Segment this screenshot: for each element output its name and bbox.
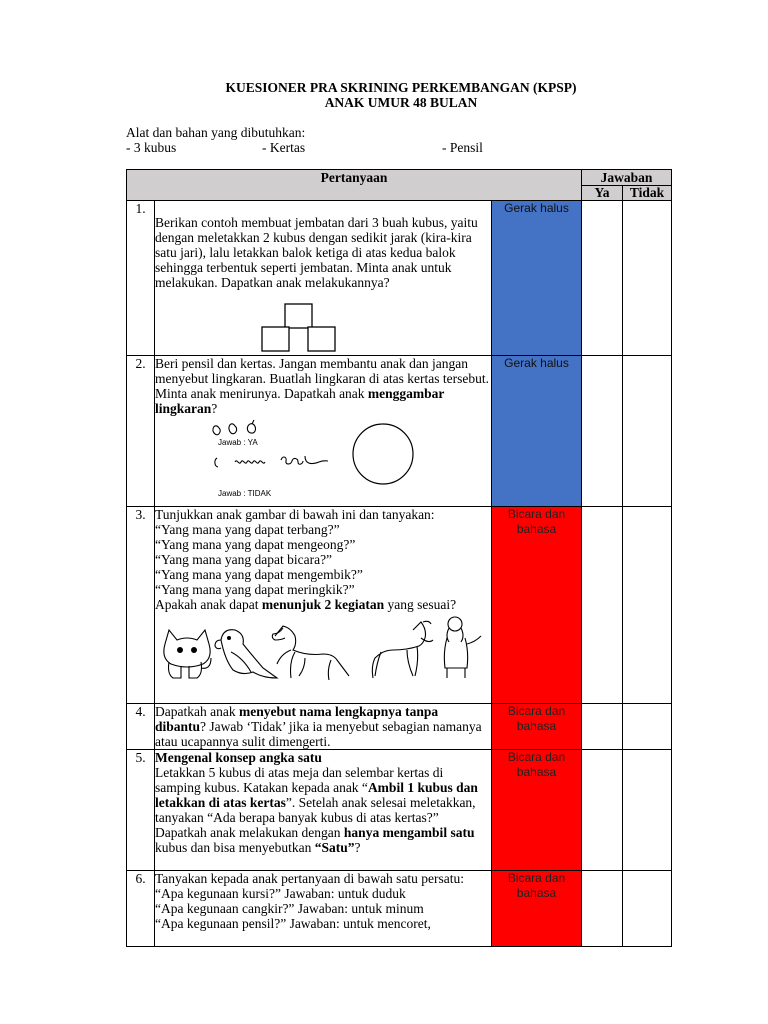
question-number: 6. [127, 871, 155, 947]
category-bicara-bahasa: Bicara dan bahasa [492, 871, 582, 947]
answer-yes-cell[interactable] [582, 356, 623, 507]
ya-example-circle-3 [247, 420, 255, 433]
document-title: KUESIONER PRA SKRINING PERKEMBANGAN (KPSP) [225, 80, 577, 95]
cube-right [308, 327, 335, 351]
question-text [155, 597, 491, 612]
header-yes: Ya [582, 186, 623, 201]
category-bicara-bahasa: Bicara dan bahasa [492, 704, 582, 750]
question-emphasis: menunjuk 2 kegiatan [261, 597, 385, 612]
category-bicara-bahasa: Bicara dan bahasa [492, 750, 582, 871]
question-cell [155, 871, 492, 947]
question-emphasis: menggambar lingkaran [155, 386, 445, 416]
tidak-example-scribble-1 [215, 458, 218, 467]
question-line: “Yang mana yang dapat meringkik?” [155, 582, 355, 597]
document-subtitle: ANAK UMUR 48 BULAN [324, 95, 478, 110]
question-cell [155, 507, 492, 704]
question-line: “Yang mana yang dapat terbang?” [155, 522, 340, 537]
model-circle [353, 424, 413, 484]
material-pencil: - Pensil [442, 140, 483, 155]
category-bicara-bahasa: Bicara dan bahasa [492, 507, 582, 704]
question-number: 4. [127, 704, 155, 750]
answer-no-cell[interactable] [623, 356, 672, 507]
animal-pictures-figure [155, 616, 485, 682]
materials-intro: Alat dan bahan yang dibutuhkan: [126, 125, 306, 140]
question-cell [155, 356, 492, 507]
question-line: “Apa kegunaan cangkir?” Jawaban: untuk minum [155, 901, 424, 916]
question-number: 5. [127, 750, 155, 871]
material-cubes: - 3 kubus [126, 140, 177, 155]
category-gerak-halus: Gerak halus [492, 356, 582, 507]
answer-yes-cell[interactable] [582, 201, 623, 356]
question-text-part: kubus dan bisa menyebutkan [155, 840, 315, 855]
question-text-part: Dapatkah anak [155, 704, 239, 719]
question-text [155, 356, 491, 416]
answer-yes-cell[interactable] [582, 507, 623, 704]
answer-yes-cell[interactable] [582, 704, 623, 750]
question-row-3 [127, 507, 672, 704]
question-text-part: Beri pensil dan kertas. Jangan membantu anak dan jangan menyebut lingkaran. Buatlah lingkaran di atas kertas tersebut. Minta anak menirunya. Dapatkah anak [155, 356, 490, 401]
kpsp-table [126, 169, 672, 947]
horse-picture-1 [272, 626, 349, 680]
question-text [155, 704, 491, 749]
question-line: “Yang mana yang dapat mengeong?” [155, 537, 356, 552]
answer-yes-cell[interactable] [582, 750, 623, 871]
ya-example-circle-1 [213, 426, 220, 435]
question-number: 3. [127, 507, 155, 704]
answer-no-cell[interactable] [623, 507, 672, 704]
answer-no-cell[interactable] [623, 871, 672, 947]
question-row-4 [127, 704, 672, 750]
question-cell [155, 704, 492, 750]
question-heading: Mengenal konsep angka satu [155, 750, 322, 765]
goat-picture [372, 621, 433, 678]
answer-yes-cell[interactable] [582, 871, 623, 947]
question-text-part: ”. Setelah anak selesai meletakkan, tanyakan “Ada berapa banyak kubus di atas kertas?” Dapatkah anak melakukan dengan [155, 795, 476, 840]
question-line: “Apa kegunaan kursi?” Jawaban: untuk duduk [155, 886, 406, 901]
label-answer-yes: Jawab : YA [218, 438, 258, 447]
question-line: “Yang mana yang dapat bicara?” [155, 552, 333, 567]
question-number: 2. [127, 356, 155, 507]
cat-picture [164, 630, 211, 678]
question-cell [155, 201, 492, 356]
answer-no-cell[interactable] [623, 750, 672, 871]
material-paper: - Kertas [262, 140, 306, 155]
question-text-part: yang sesuai? [384, 597, 457, 612]
question-cell [155, 750, 492, 871]
question-row-1 [127, 201, 672, 356]
question-text-part: ? [211, 401, 218, 416]
question-emphasis: menyebut nama lengkapnya tanpa dibantu [155, 704, 439, 734]
question-line: “Yang mana yang dapat mengembik?” [155, 567, 363, 582]
question-line: Tunjukkan anak gambar di bawah ini dan tanyakan: [155, 507, 435, 522]
question-text: Berikan contoh membuat jembatan dari 3 buah kubus, yaitu dengan meletakkan 2 kubus dengan sedikit jarak (kira-kira satu jari), lalu letakkan balok ketiga di atas kedua balok sehingga terbentuk seperti jembatan. Minta anak untuk melakukan. Dapatkan anak melakukannya? [155, 214, 478, 290]
tidak-example-scribble-4 [305, 456, 328, 464]
question-row-6 [127, 871, 672, 947]
header-question: Pertanyaan [127, 170, 582, 201]
cube-top [285, 304, 312, 328]
question-text-part: ? Jawab ‘Tidak’ jika ia menyebut sebagian namanya atau ucapannya sulit dimengerti. [155, 719, 482, 749]
circle-drawing-figure [155, 416, 455, 502]
tidak-example-scribble-2 [235, 461, 265, 463]
question-line: Tanyakan kepada anak pertanyaan di bawah satu persatu: [155, 871, 465, 886]
parrot-picture [215, 630, 277, 678]
cube-bridge-figure [155, 303, 355, 355]
tidak-example-scribble-3 [281, 457, 303, 464]
question-row-5 [127, 750, 672, 871]
question-emphasis: “Satu” [314, 840, 355, 855]
header-no: Tidak [623, 186, 672, 201]
question-text [155, 765, 491, 855]
question-text-part: Letakkan 5 kubus di atas meja dan selembar kertas di samping kubus. Katakan kepada anak “ [155, 765, 444, 795]
cube-left [262, 327, 289, 351]
question-row-2 [127, 356, 672, 507]
answer-no-cell[interactable] [623, 704, 672, 750]
question-emphasis: Ambil 1 kubus dan letakkan di atas kertas [155, 780, 478, 810]
category-gerak-halus: Gerak halus [492, 201, 582, 356]
ya-example-circle-2 [229, 424, 237, 434]
header-answer: Jawaban [582, 170, 672, 186]
question-number: 1. [127, 201, 155, 356]
label-answer-no: Jawab : TIDAK [218, 489, 272, 498]
answer-no-cell[interactable] [623, 201, 672, 356]
person-picture [444, 617, 481, 678]
question-text-part: Apakah anak dapat [155, 597, 262, 612]
question-emphasis: hanya mengambil satu [343, 825, 475, 840]
question-text-part: ? [354, 840, 361, 855]
question-line: “Apa kegunaan pensil?” Jawaban: untuk mencoret, [155, 916, 431, 931]
